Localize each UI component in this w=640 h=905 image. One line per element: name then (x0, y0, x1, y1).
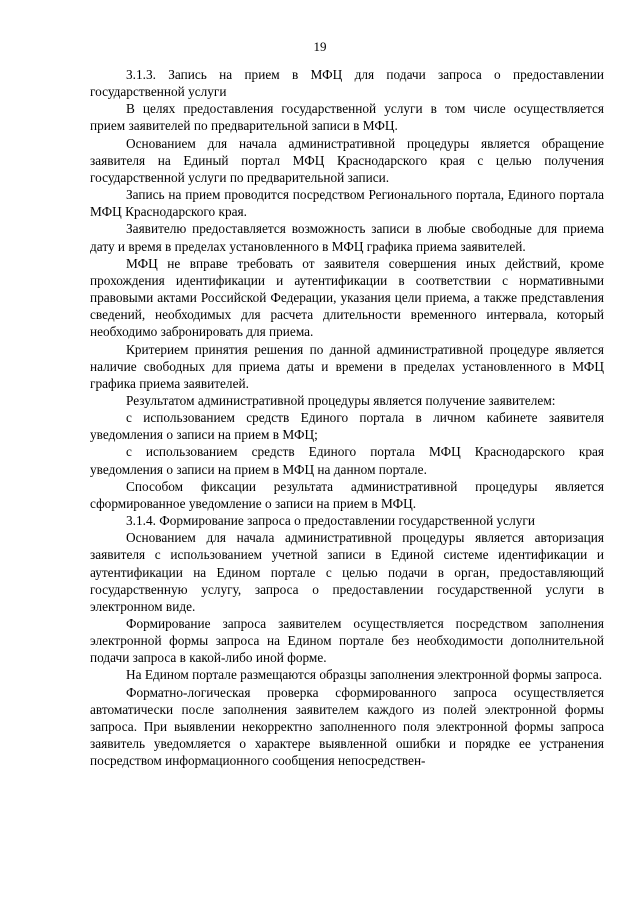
paragraph: МФЦ не вправе требовать от заявителя совершения иных действий, кроме прохождения идентификации и аутентификации в соответствии с нормативными правовыми актами Российской Федерации, указания цели приема, а также представления сведений, необходимых для расчета длительности временного интервала, который необходимо забронировать для приема. (90, 255, 604, 340)
paragraph: Основанием для начала административной процедуры является авторизация заявителя с использованием учетной записи в Единой системе идентификации и аутентификации на Едином портале с целью подачи в орган, предоставляющий государственную услугу, запроса о предоставлении государственной услуги в электронном виде. (90, 530, 604, 614)
paragraph: Форматно-логическая проверка сформированного запроса осуществляется автоматически после заполнения заявителем каждого из полей электронной формы запроса. При выявлении некорректно заполненного поля электронной формы запроса заявитель уведомляется о характере выявленной ошибки и порядке ее устранения посредством информационного сообщения непосредствен- (90, 684, 604, 769)
paragraph: Заявителю предоставляется возможность записи в любые свободные для приема дату и время в пределах установленного в МФЦ графика приема заявителей. (90, 221, 604, 254)
paragraph: Формирование запроса заявителем осуществляется посредством заполнения электронной формы запроса на Едином портале без необходимости дополнительной подачи запроса в какой-либо иной форме. (90, 616, 604, 666)
paragraph: Результатом административной процедуры является получение заявителем: (126, 392, 556, 408)
paragraph: с использованием средств Единого портала в личном кабинете заявителя уведомления о записи на прием в МФЦ; (90, 410, 604, 443)
section-heading-3-1-4: 3.1.4. Формирование запроса о предоставлении государственной услуги (126, 513, 535, 529)
paragraph: На Едином портале размещаются образцы заполнения электронной формы запроса. (126, 667, 603, 683)
document-body (90, 66, 604, 769)
page-number: 19 (313, 39, 327, 54)
paragraph: Способом фиксации результата административной процедуры является сформированное уведомление о записи на прием в МФЦ. (90, 478, 604, 511)
paragraph: с использованием средств Единого портала МФЦ Краснодарского края уведомления о записи на прием в МФЦ на данном портале. (90, 444, 604, 477)
section-heading-3-1-3: 3.1.3. Запись на прием в МФЦ для подачи запроса о предоставлении государственной услуги (90, 67, 604, 100)
paragraph: В целях предоставления государственной услуги в том числе осуществляется прием заявителей по предварительной записи в МФЦ. (90, 101, 604, 134)
paragraph: Запись на прием проводится посредством Регионального портала, Единого портала МФЦ Краснодарского края. (90, 187, 604, 220)
paragraph: Основанием для начала административной процедуры является обращение заявителя на Единый портал МФЦ Краснодарского края с целью получения государственной услуги по предварительной записи. (90, 135, 604, 185)
paragraph: Критерием принятия решения по данной административной процедуре является наличие свободных для приема даты и времени в пределах установленного в МФЦ графика приема заявителей. (90, 341, 604, 391)
